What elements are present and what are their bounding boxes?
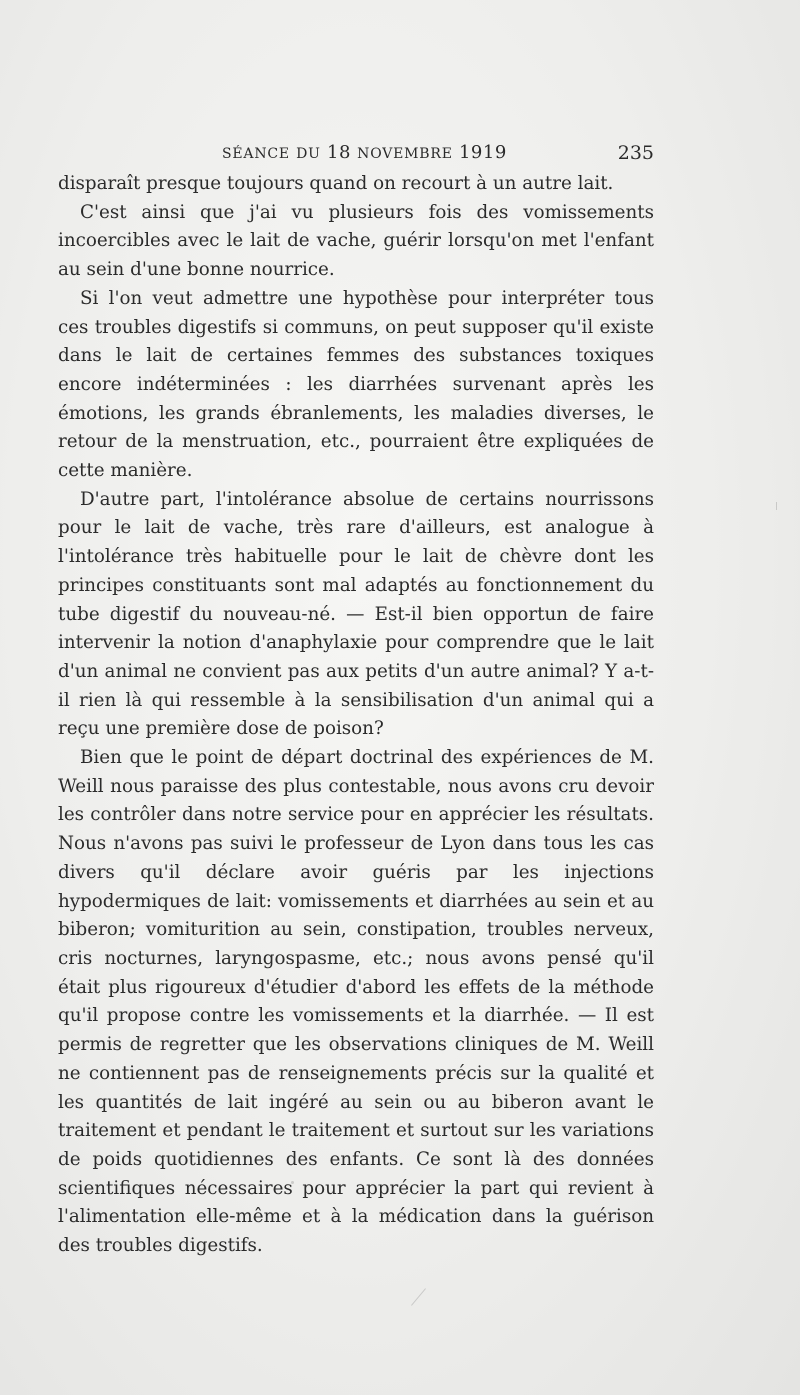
paragraph-2: C'est ainsi que j'ai vu plusieurs fois des vomissements incoercibles avec le lait de vache, guérir lorsqu'on met l'enfant au sein d'une bonne nourrice. [58,201,654,281]
running-header [58,142,654,166]
header-du: DU [296,146,321,162]
running-title [222,142,507,163]
header-day: 18 [327,142,351,163]
paper-speck [291,1181,294,1184]
header-month: NOVEMBRE [357,146,453,162]
paragraph-3: Si l'on veut admettre une hypothèse pour interpréter tous ces troubles digestifs si communs, on peut supposer qu'il existe dans le lait de certaines femmes des substances toxiques encore indéterminées : les diarrhées survenant après les émotions, les grands ébranlements, les maladies diverses, le retour de la menstruation, etc., pourraient être expliquées de cette manière. [58,287,654,482]
paragraph-1: disparaît presque toujours quand on recourt à un autre lait. [58,173,614,194]
paragraph-5: Bien que le point de départ doctrinal des expériences de M. Weill nous paraisse des plus contestable, nous avons cru devoir les contrôler dans notre service pour en apprécier les résultats. Nous n'avons pas suivi le professeur de Lyon dans tous les cas divers qu'il déclare avoir guéris par les injections hypodermiques de lait: vomissements et diarrhées au sein et au biberon; vomiturition au sein, constipation, troubles nerveux, cris nocturnes, laryngospasme, etc.; nous avons pensé qu'il était plus rigoureux d'étudier d'abord les effets de la méthode qu'il propose contre les vomissements et la diarrhée. — Il est permis de regretter que les observations cliniques de M. Weill ne contiennent pas de renseignements précis sur la qualité et les quantités de lait ingéré au sein ou au biberon avant le traitement et pendant le traitement et surtout sur les variations de poids quotidiennes des enfants. Ce sont là des données scientifiques nécessaires pour apprécier la part qui revient à l'alimentation elle-même et à la médication dans la guérison des troubles digestifs. [58,747,654,1257]
page-number: 235 [617,142,654,164]
header-year: 1919 [458,142,507,163]
body-text [58,170,654,1261]
paper-scratch [411,1288,426,1305]
paper-scratch-right [776,502,777,510]
paragraph-4: D'autre part, l'intolérance absolue de certains nourrissons pour le lait de vache, très rare d'ailleurs, est analogue à l'intolérance très habituelle pour le lait de chèvre dont les principes constituants sont mal adaptés au fonctionnement du tube digestif du nouveau-né. — Est-il bien opportun de faire intervenir la notion d'anaphylaxie pour comprendre que le lait d'un animal ne convient pas aux petits d'un autre animal? Y a-t-il rien là qui ressemble à la sensibilisation d'un animal qui a reçu une première dose de poison? [58,488,654,740]
header-seance: SÉANCE [222,146,290,162]
